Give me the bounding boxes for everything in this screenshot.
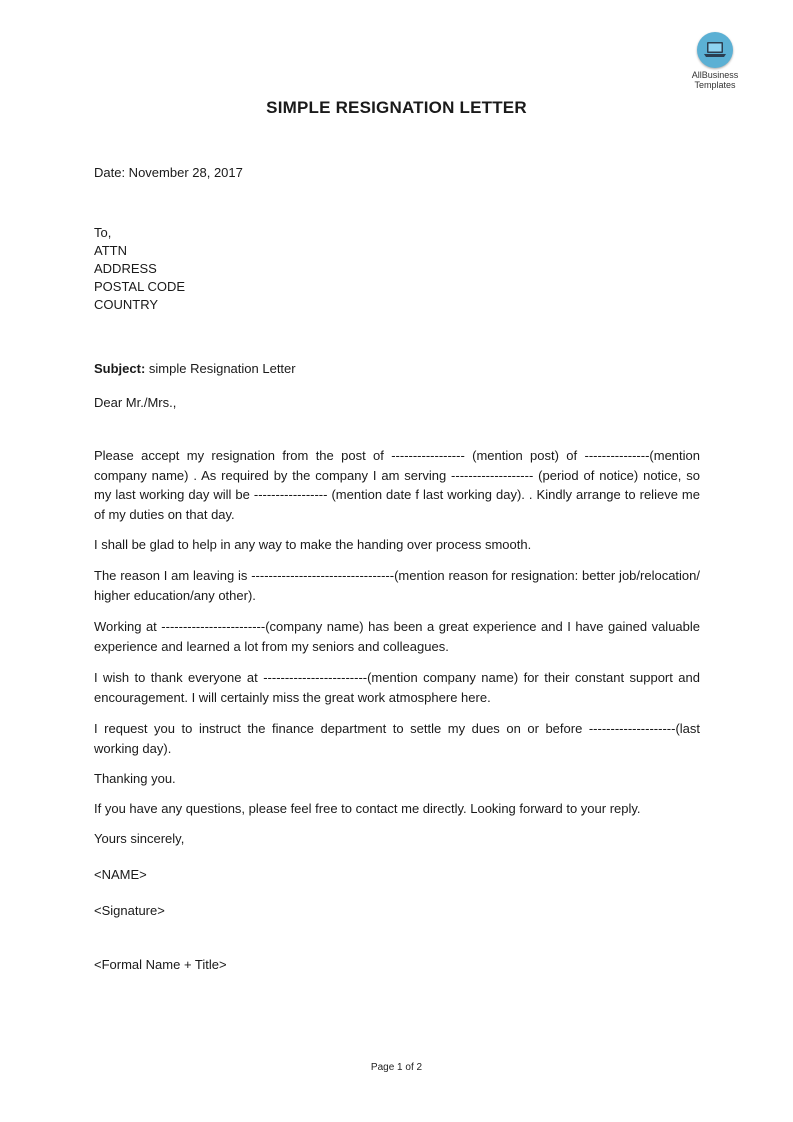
paragraph: I wish to thank everyone at ------------------------(mention company name) for their constant support and encouragement. I will certainly miss the great work atmosphere here. bbox=[94, 670, 700, 705]
address-line: COUNTRY bbox=[94, 297, 159, 312]
laptop-icon bbox=[697, 32, 733, 68]
logo-line-1: AllBusiness bbox=[691, 70, 739, 80]
letter-body bbox=[94, 164, 700, 974]
address-line: POSTAL CODE bbox=[94, 279, 186, 294]
recipient-address bbox=[94, 224, 700, 314]
paragraph: The reason I am leaving is ---------------------------------(mention reason for resignation: better job/relocation/ higher education/any other). bbox=[94, 568, 700, 603]
document-title: SIMPLE RESIGNATION LETTER bbox=[266, 98, 527, 117]
address-line: To, bbox=[94, 225, 112, 240]
page-number: Page 1 of 2 bbox=[370, 1062, 423, 1073]
address-line: ATTN bbox=[94, 243, 127, 258]
subject-label: Subject: bbox=[94, 361, 146, 376]
paragraph: I shall be glad to help in any way to make the handing over process smooth. bbox=[94, 537, 532, 552]
letter-date: Date: November 28, 2017 bbox=[94, 165, 243, 180]
paragraph: If you have any questions, please feel free to contact me directly. Looking forward to your reply. bbox=[94, 801, 641, 816]
paragraph: Working at ------------------------(company name) has been a great experience and I have gained valuable experience and learned a lot from my seniors and colleagues. bbox=[94, 619, 700, 654]
paragraph: Thanking you. bbox=[94, 771, 176, 786]
address-line: ADDRESS bbox=[94, 261, 157, 276]
closing: Yours sincerely, bbox=[94, 831, 185, 846]
company-logo bbox=[682, 32, 748, 90]
formal-name-title: <Formal Name + Title> bbox=[94, 957, 227, 972]
subject-text: simple Resignation Letter bbox=[145, 361, 296, 376]
logo-line-2: Templates bbox=[694, 80, 736, 90]
signature-placeholder: <Signature> bbox=[94, 903, 165, 918]
salutation: Dear Mr./Mrs., bbox=[94, 395, 177, 410]
subject-line bbox=[94, 360, 700, 378]
signer-name: <NAME> bbox=[94, 867, 147, 882]
paragraph: Please accept my resignation from the post of ----------------- (mention post) of ---------------(mention company name) . As required by the company I am serving ------------------- (period of notice) notice, so my last working day will be ----------------- (mention date f last working day). . Kindly arrange to relieve me of my duties on that day. bbox=[94, 448, 700, 522]
paragraph: I request you to instruct the finance department to settle my dues on or before --------------------(last working day). bbox=[94, 721, 700, 756]
